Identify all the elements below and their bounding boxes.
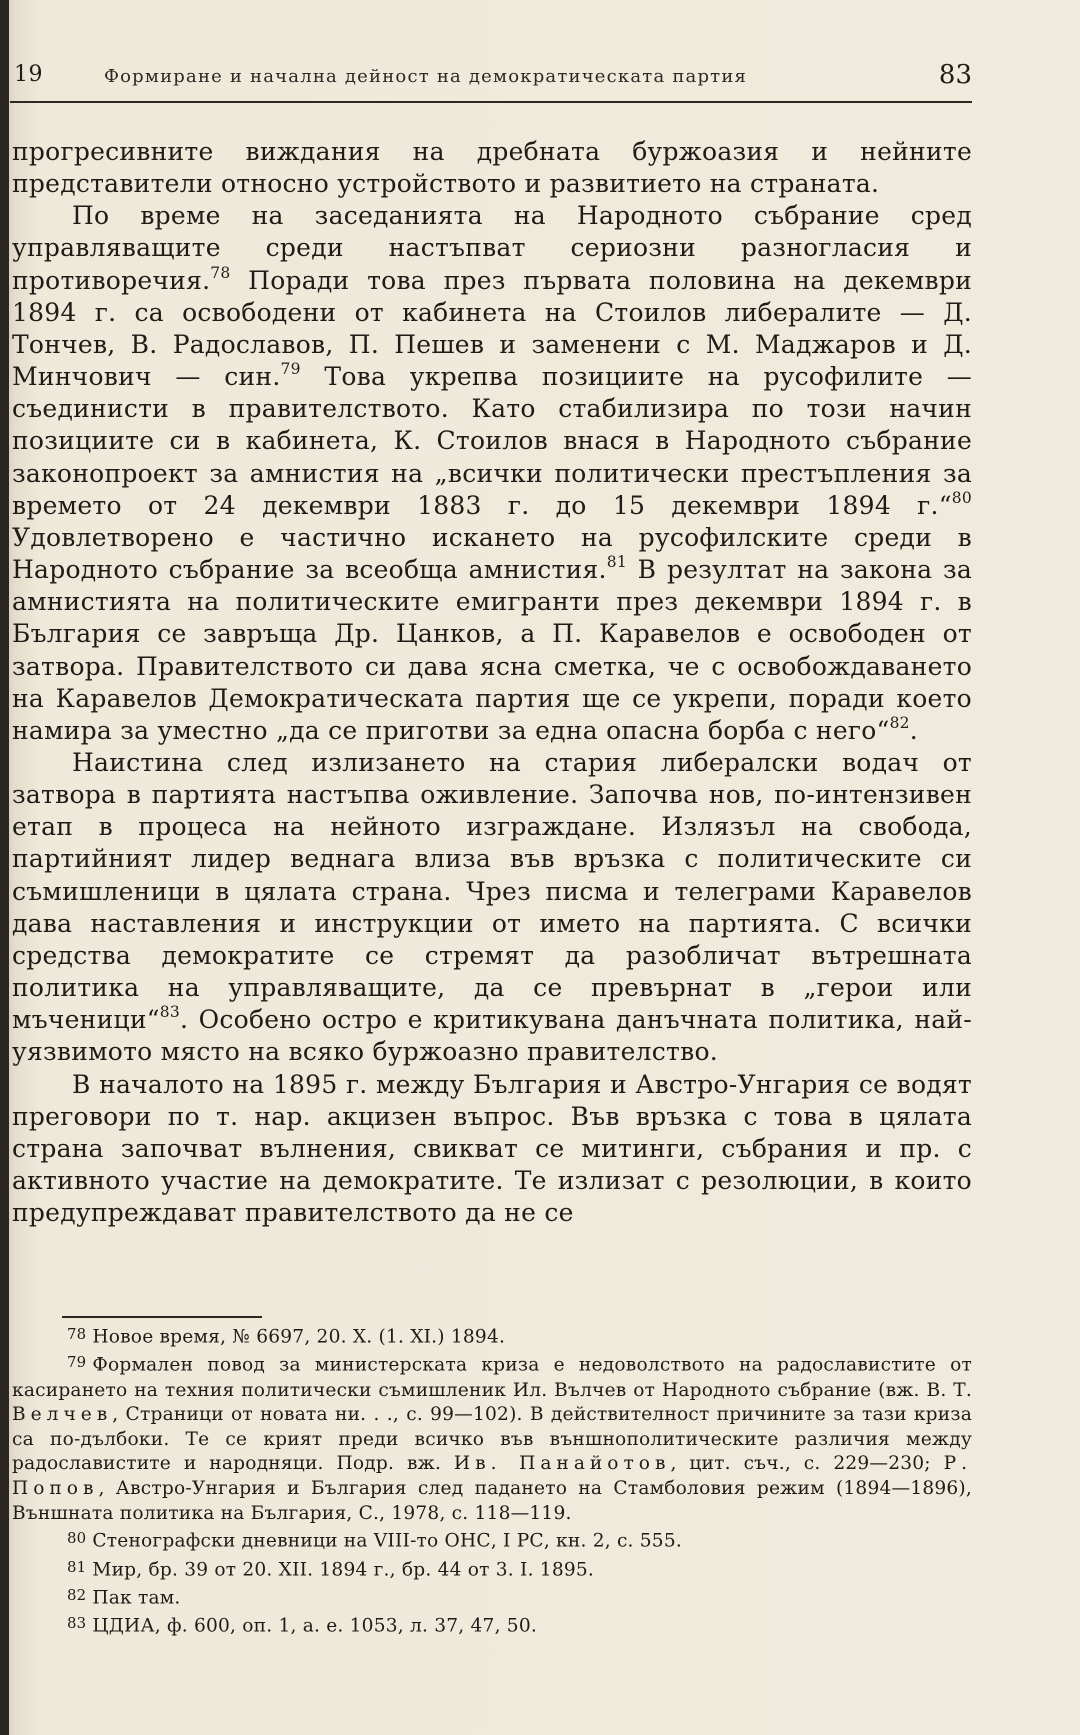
author-name: Р. Попов: [12, 1453, 973, 1499]
footnote-ref-82: 82: [889, 713, 910, 732]
footnote-ref-79: 79: [280, 360, 301, 379]
main-text: [12, 136, 972, 1229]
footnote-80: 80 Стенографски дневници на VIII-то ОНС, I РС, кн. 2, с. 555.: [67, 1529, 682, 1552]
footnote-78: 78 Новое время, № 6697, 20. X. (1. XI.) 1894.: [67, 1325, 506, 1348]
footnote-ref-81: 81: [606, 553, 627, 572]
footnote-81: 81 Мир, бр. 39 от 20. XII. 1894 г., бр. 44 от 3. I. 1895.: [67, 1557, 595, 1581]
author-name: Велчев: [12, 1404, 113, 1426]
book-spine-shadow: [0, 0, 9, 1735]
footnote-number: 81: [67, 1557, 87, 1576]
footnotes: [12, 1322, 972, 1639]
running-header: [14, 58, 972, 98]
paragraph-1: прогресивните виждания на дребната буржоазия и нейните представители относно устройството и развитието на страната.: [12, 137, 972, 199]
paragraph-3: Наистина след излизането на стария либералски водач от затвора в партията настъпва оживление. Започва нов, по-интензивен етап в процеса на нейното изграждане. Излязъл на свобода, партийният лидер веднага влиза във връзка с политическите си съмишленици в цялата страна. Чрез писма и телеграми Каравелов дава наставления и инструкции от името на партията. С всички средства демократите се стремят да разобличат вътрешната политика на управляващите, да се превърнат в „герои или мъченици“$^{83}$. Особено остро е критикувана данъчната политика, най-уязвимото място на всяко буржоазно правителство.: [12, 747, 972, 1067]
chapter-number: 19: [14, 62, 43, 87]
footnote-ref-80: 80: [951, 488, 972, 507]
footnote-number: 83: [67, 1614, 87, 1633]
paragraph-2: По време на заседанията на Народното събрание сред управляващите среди настъпват сериозни разногласия и противоречия.$^{78}$ Поради това през първата половина на декември 1894 г. са освободени от кабинета на Стоилов либералите — Д. Тончев, В. Радославов, П. Пешев и заменени с М. Маджаров и Д. Минчович — син.$^{79}$ Това укрепва позициите на русофилите — съединисти в правителството. Като стабилизира по този начин позициите си в кабинета, К. Стоилов внася в Народното събрание законопроект за амнистия на „всички политически престъпления за времето от 24 декември 1883 г. до 15 декември 1894 г.“$^{80}$ Удовлетворено е частично искането на русофилските среди в Народното събрание за всеобща амнистия.$^{81}$ В резултат на закона за амнистията на политическите емигранти през декември 1894 г. в България се завръща Др. Цанков, а П. Каравелов е освободен от затвора. Правителството си дава ясна сметка, че с освобождаването на Каравелов Демократическата партия ще се укрепи, поради което намира за уместно „да се приготви за една опасна борба с него“$^{82}$.: [12, 201, 973, 745]
footnote-ref-83: 83: [159, 1003, 181, 1022]
footnote-number: 79: [67, 1353, 87, 1372]
author-name: Ив. Панайотов: [453, 1453, 671, 1475]
footnote-number: 78: [67, 1325, 87, 1343]
running-title: Формиране и начална дейност на демократическата партия: [104, 66, 748, 87]
footnote-82: 82 Пак там.: [67, 1585, 181, 1609]
footnote-rule: [62, 1316, 262, 1318]
paragraph-4: В началото на 1895 г. между България и Австро-Унгария се водят преговори по т. нар. акцизен въпрос. Във връзка с това в цялата страна започват вълнения, свикват се митинги, събрания и пр. с активното участие на демократите. Те излизат с резолюции, в които предупреждават правителството да не се: [12, 1069, 972, 1228]
footnote-number: 80: [67, 1529, 87, 1548]
footnote-79: 79 Формален повод за министерската криза е недоволството на радославистите от касирането на техния политически съмишленик Ил. Вълчев от Народното събрание (вж. В. Т. Велчев, Страници от новата ни. . ., с. 99—102). В действителност причините за тази криза са по-дълбоки. Те се крият преди всичко във външнополитическите различия между радославистите и народняци. Подр. вж. Ив. Панайотов, цит. съч., с. 229—230; Р. Попов, Австро-Унгария и България след падането на Стамболовия режим (1894—1896), Външната политика на България, С., 1978, с. 118—119.: [12, 1353, 973, 1524]
page-number: 83: [938, 60, 972, 90]
footnote-number: 82: [67, 1585, 87, 1604]
footnote-ref-78: 78: [210, 263, 231, 282]
header-rule: [10, 101, 972, 103]
footnote-83: 83 ЦДИА, ф. 600, оп. 1, а. е. 1053, л. 37, 47, 50.: [67, 1614, 537, 1637]
